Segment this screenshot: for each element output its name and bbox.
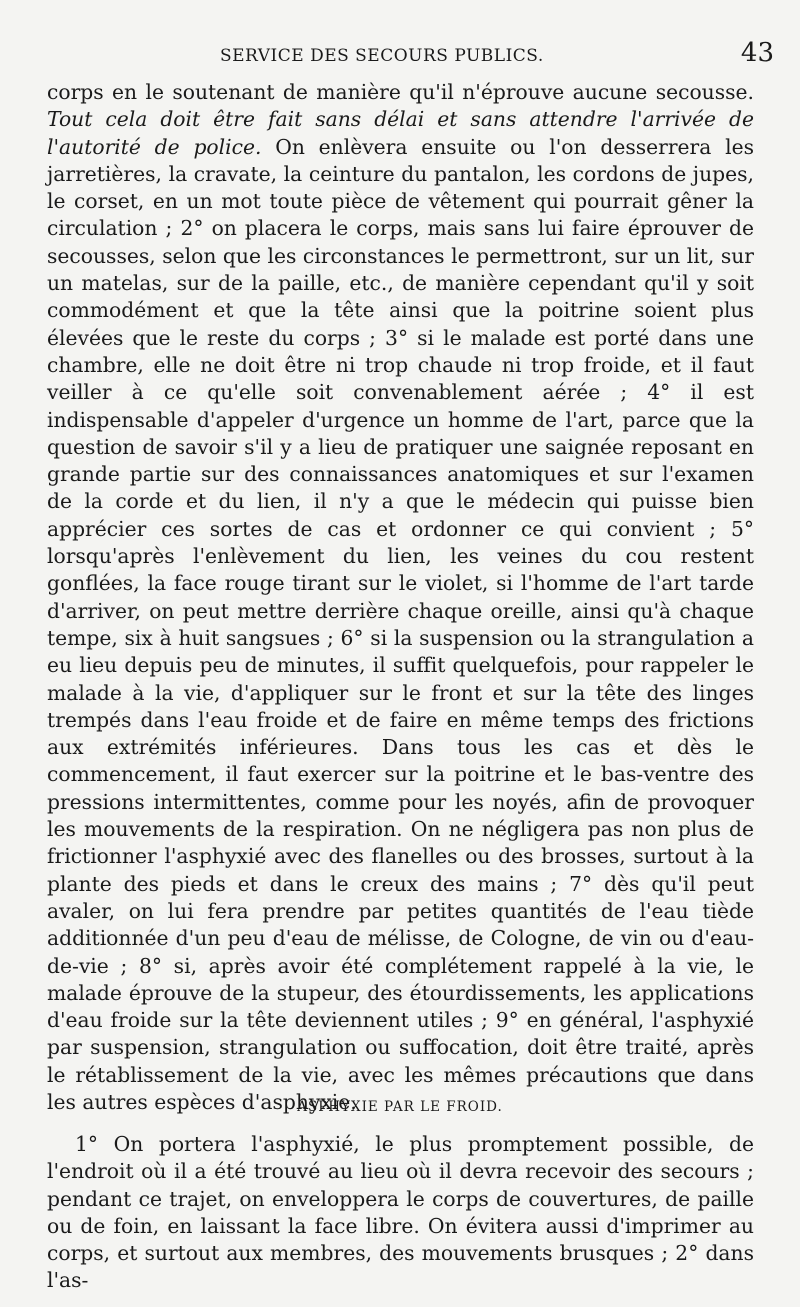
running-title: SERVICE DES SECOURS PUBLICS.	[220, 46, 544, 66]
paragraph-1-italic: Tout cela doit être fait sans délai et sans attendre l'arrivée de l'autorité de police.	[47, 107, 754, 159]
paragraph-2: 1° On portera l'asphyxié, le plus promptement possible, de l'endroit où il a été trouvé au lieu où il devra recevoir des secours ; pendant ce trajet, on enveloppera le corps de couvertures, de paille ou de foin, en laissant la face libre. On évitera aussi d'imprimer au corps, et surtout aux membres, des mouvements brusques ; 2° dans l'as-	[47, 1132, 754, 1293]
page-header	[40, 30, 780, 70]
page-number: 43	[740, 38, 774, 68]
section-title: ASPHYXIE PAR LE FROID.	[297, 1099, 503, 1115]
paragraph-1-rest: On enlèvera ensuite ou l'on desserrera les jarretières, la cravate, la ceinture du pantalon, les cordons de jupes, le corset, en un mot toute pièce de vêtement qui pourrait gêner la circulation ; 2° on placera le corps, mais sans lui faire éprouver de secousses, selon que les circonstances le permettront, sur un lit, sur un matelas, sur de la paille, etc., de manière cependant qu'il y soit commodément et que la tête ainsi que la poitrine soient plus élevées que le reste du corps ; 3° si le malade est porté dans une chambre, elle ne doit être ni trop chaude ni trop froide, et il faut veiller à ce qu'elle soit convenablement aérée ; 4° il est indispensable d'appeler d'urgence un homme de l'art, parce que la question de savoir s'il y a lieu de pratiquer une saignée reposant en grande partie sur des connaissances anatomiques et sur l'examen de la corde et du lien, il n'y a que le médecin qui puisse bien apprécier ces sortes de cas et ordonner ce qui convient ; 5° lorsqu'après l'enlèvement du lien, les veines du cou restent gonflées, la face rouge tirant sur le violet, si l'homme de l'art tarde d'arriver, on peut mettre derrière chaque oreille, ainsi qu'à chaque tempe, six à huit sangsues ; 6° si la suspension ou la strangulation a eu lieu depuis peu de minutes, il suffit quelquefois, pour rappeler le malade à la vie, d'appliquer sur le front et sur la tête des linges trempés dans l'eau froide et de faire en même temps des frictions aux extrémités inférieures. Dans tous les cas et dès le commencement, il faut exercer sur la poitrine et le bas-ventre des pressions intermittentes, comme pour les noyés, afin de provoquer les mouvements de la respiration. On ne négligera pas non plus de frictionner l'asphyxié avec des flanelles ou des brosses, surtout à la plante des pieds et dans le creux des mains ; 7° dès qu'il peut avaler, on lui fera prendre par petites quantités de l'eau tiède additionnée d'un peu d'eau de mélisse, de Cologne, de vin ou d'eau-de-vie ; 8° si, après avoir été complétement rappelé à la vie, le malade éprouve de la stupeur, des étourdissements, les applications d'eau froide sur la tête deviennent utiles ; 9° en général, l'asphyxié par suspension, strangulation ou suffocation, doit être traité, après le rétablissement de la vie, avec les mêmes précautions que dans les autres espèces d'asphyxie.	[47, 134, 754, 1114]
paragraph-1-start: corps en le soutenant de manière qu'il n'éprouve aucune secousse.	[47, 80, 754, 104]
paragraph-1	[47, 79, 754, 1116]
